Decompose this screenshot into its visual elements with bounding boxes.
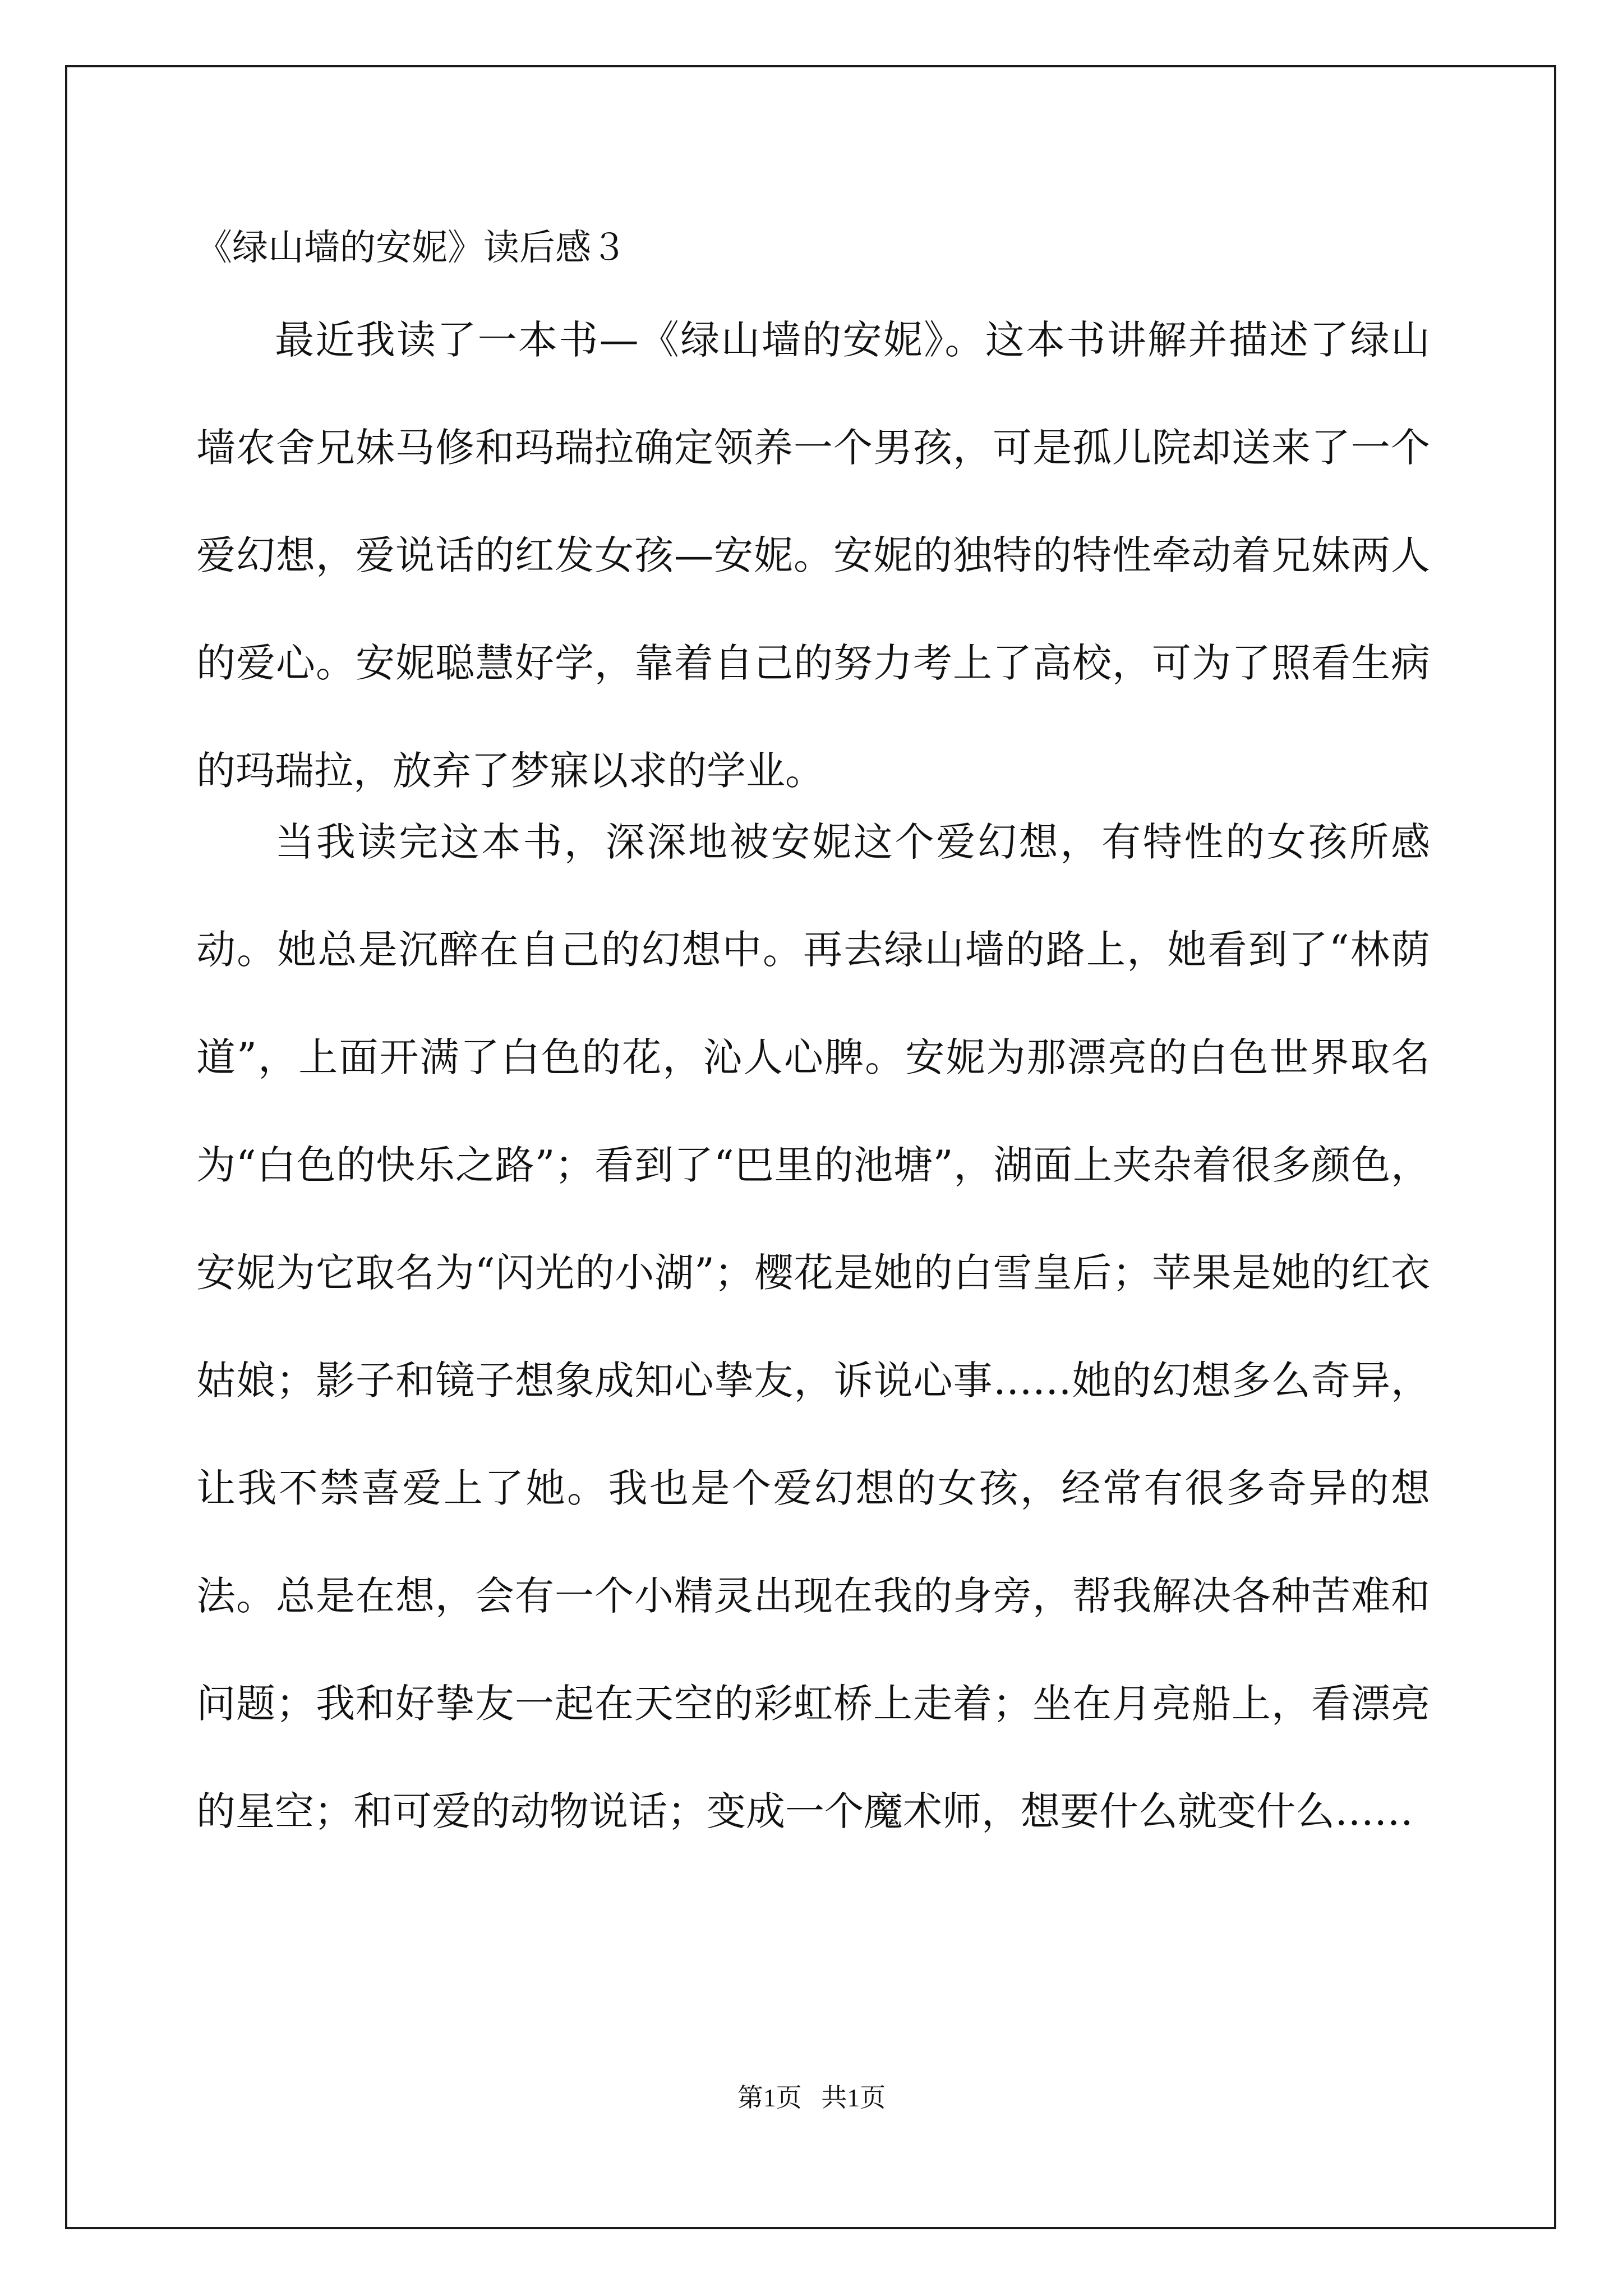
- body-paragraph-1: 最近我读了一本书—《绿山墙的安妮》。这本书讲解并描述了绿山墙农舍兄妹马修和玛瑞拉确定领养一个男孩，可是孤儿院却送来了一个爱幻想，爱说话的红发女孩—安妮。安妮的独特的特性牵动着兄妹两人的爱心。安妮聪慧好学，靠着自己的努力考上了高校，可为了照看生病的玛瑞拉，放弃了梦寐以求的学业。: [196, 317, 1430, 794]
- body-paragraph-2: 当我读完这本书，深深地被安妮这个爱幻想，有特性的女孩所感动。她总是沉醉在自己的幻想中。再去绿山墙的路上，她看到了“林荫道”，上面开满了白色的花，沁人心脾。安妮为那漂亮的白色世界取名为“白色的快乐之路”；看到了“巴里的池塘”，湖面上夹杂着很多颜色，安妮为它取名为“闪光的小湖”；樱花是她的白雪皇后；苹果是她的红衣姑娘；影子和镜子想象成知心挚友，诉说心事……她的幻想多么奇异，让我不禁喜爱上了她。我也是个爱幻想的女孩，经常有很多奇异的想法。总是在想，会有一个小精灵出现在我的身旁，帮我解决各种苦难和问题；我和好挚友一起在天空的彩虹桥上走着；坐在月亮船上，看漂亮的星空；和可爱的动物说话；变成一个魔术师，想要什么就变什么……: [196, 819, 1430, 1834]
- document-title: 《绿山墙的安妮》读后感３: [196, 227, 627, 269]
- page-number-footer: 第1页 共1页: [737, 2083, 886, 2112]
